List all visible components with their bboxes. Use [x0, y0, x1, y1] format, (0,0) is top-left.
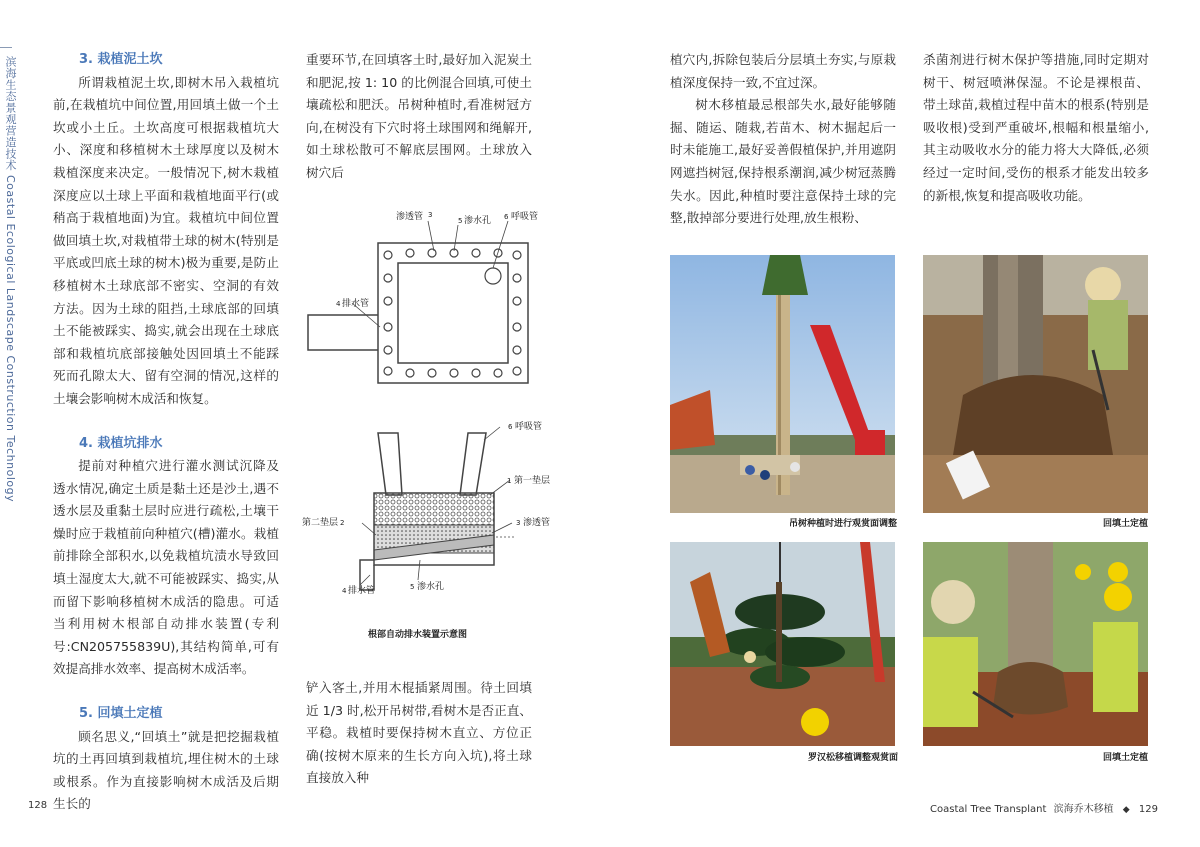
label-second-cushion: 第二垫层	[302, 518, 339, 528]
label-seep-hole-top: 渗水孔	[464, 216, 492, 226]
svg-text:4: 4	[342, 587, 347, 595]
photo-palm-crane	[670, 255, 895, 513]
col2-top-paragraph: 重要环节,在回填客土时,最好加入泥炭土和肥泥,按 1: 10 的比例混合回填,可使土壤疏松和肥沃。吊树种植时,看准树冠方向,在树没有下穴时将土球围网和绳解开,如土球松散可不解底层围网。土球放入树穴后	[306, 52, 532, 180]
right-page-number: 129	[1138, 804, 1158, 815]
section-5-title: 5. 回填土定植	[79, 706, 163, 722]
diagram-top-view	[308, 210, 538, 383]
running-footer	[930, 800, 1158, 815]
col2-bottom-paragraph: 铲入客土,并用木棍插紧周围。待土回填近 1/3 时,松开吊树带,看树木是否正直、平稳。栽植时要保持树木直立、方位正确(按树木原来的生长方向入坑),将土球直接放入种	[306, 680, 532, 786]
right-column-1	[670, 49, 896, 230]
left-page-number: 128	[28, 800, 48, 811]
footer-diamond: ◆	[1122, 805, 1130, 815]
photo-root-ball-backfill	[923, 255, 1148, 513]
diagram-caption: 根部自动排水装置示意图	[368, 630, 468, 640]
label-breathing-pipe-top: 呼吸管	[511, 212, 539, 222]
left-column-1	[53, 49, 279, 816]
photo-3-caption: 罗汉松移植调整观赏面	[808, 753, 899, 763]
col3-paragraph-2: 树木移植最忌根部失水,最好能够随掘、随运、随栽,若苗木、树木掘起后一时未能施工,最好妥善假植保护,并用遮阴网遮挡树冠,保持根系潮润,减少树冠蒸腾失水。因此,种植时要注意保持土球的完整,散掉部分要进行处理,放生根粉、	[670, 97, 896, 226]
col4-paragraph-1: 杀菌剂进行树木保护等措施,同时定期对树干、树冠喷淋保湿。不论是裸根苗、带土球苗,栽植过程中苗木的根系(特别是吸收根)受到严重破坏,根幅和根量缩小,其主动吸收水分的能力将大大降低,必须经过一定时间,受伤的根系才能发出较多的新根,恢复和提高吸收功能。	[923, 52, 1149, 203]
svg-text:5: 5	[458, 217, 463, 225]
photo-1-caption: 吊树种植时进行观赏面调整	[789, 519, 898, 529]
section-5-paragraph: 顾名思义,“回填土”就是把挖掘栽植坑的土再回填到栽植坑,埋住树木的土球或根系。作为直接影响树木成活及后期生长的	[53, 728, 279, 812]
svg-text:4: 4	[336, 300, 341, 308]
right-column-2	[923, 49, 1149, 207]
footer-chinese-title: 滨海乔木移植	[1053, 804, 1114, 815]
left-column-2-top	[306, 49, 532, 185]
section-4-paragraph: 提前对种植穴进行灌水测试沉降及透水情况,确定土质是黏土还是沙土,遇不透水层及重黏土层时应进行疏松,土壤干燥时应于栽植前向种植穴(槽)灌水。栽植前排除全部积水,以免栽植坑渍水导致回填土湿度太大,就不可能被踩实、捣实,从而留下影响移植树木成活的隐患。可适当利用树木根部自动排水装置(专利号:CN205755839U),其结构简单,可有效提高排水效率、提高树木成活率。	[53, 458, 279, 677]
footer-english-title: Coastal Tree Transplant	[930, 804, 1047, 815]
svg-text:1: 1	[507, 477, 512, 485]
svg-text:5: 5	[410, 583, 415, 591]
diagram-section-view	[302, 420, 550, 596]
photo-4-caption: 回填土定植	[1103, 753, 1149, 763]
svg-text:6: 6	[508, 423, 513, 431]
photo-luohan-pine	[670, 542, 895, 746]
spine-rule	[0, 47, 12, 48]
label-drain-pipe-section: 排水管	[348, 586, 376, 596]
label-seep-hole-section: 渗水孔	[417, 582, 445, 592]
svg-text:3: 3	[428, 211, 433, 219]
label-breathing-pipe-section: 呼吸管	[515, 422, 543, 432]
label-first-cushion: 第一垫层	[514, 476, 551, 486]
photo-workers-backfill	[923, 542, 1148, 746]
label-seepage-pipe-top: 渗透管	[396, 212, 424, 222]
section-3-title: 3. 栽植泥土坎	[79, 52, 163, 67]
drainage-device-diagram	[300, 205, 560, 625]
label-drain-pipe-top: 排水管	[342, 299, 370, 309]
book-spine-title: 滨海生态景观营造技术 Coastal Ecological Landscape Construction Technology	[4, 56, 17, 503]
svg-text:6: 6	[504, 213, 509, 221]
photo-2-caption: 回填土定植	[1103, 519, 1149, 529]
section-3-paragraph: 所谓栽植泥土坎,即树木吊入栽植坑前,在栽植坑中间位置,用回填土做一个土坎或小土丘。土坎高度可根据栽植坑大小、深度和移植树木土球厚度以及树木栽植深度来决定。一般情况下,树木栽植深度应以土球上平面和栽植地面平行(或稍高于栽植地面)为宜。栽植坑中间位置做回填土坎,对栽植带土球的树木(特别是平底或凹底土球的树木)极为重要,是防止移植树木土球底部不密实、空洞的有效方法。因为土球的阻挡,土球底部的回填土不能被踩实、捣实,就会出现在土球底部和栽植坑底部接触处因回填土不能踩死而孔隙太大、留有空洞的情况,这样的土壤会影响树木成活和恢复。	[53, 74, 279, 406]
svg-text:3: 3	[516, 519, 521, 527]
left-column-2-bottom	[306, 677, 532, 790]
section-4-title: 4. 栽植坑排水	[79, 435, 163, 451]
label-seepage-pipe-section: 渗透管	[523, 518, 551, 528]
svg-text:2: 2	[340, 519, 345, 527]
col3-paragraph-1: 植穴内,拆除包装后分层填土夯实,与原栽植深度保持一致,不宜过深。	[670, 52, 896, 90]
